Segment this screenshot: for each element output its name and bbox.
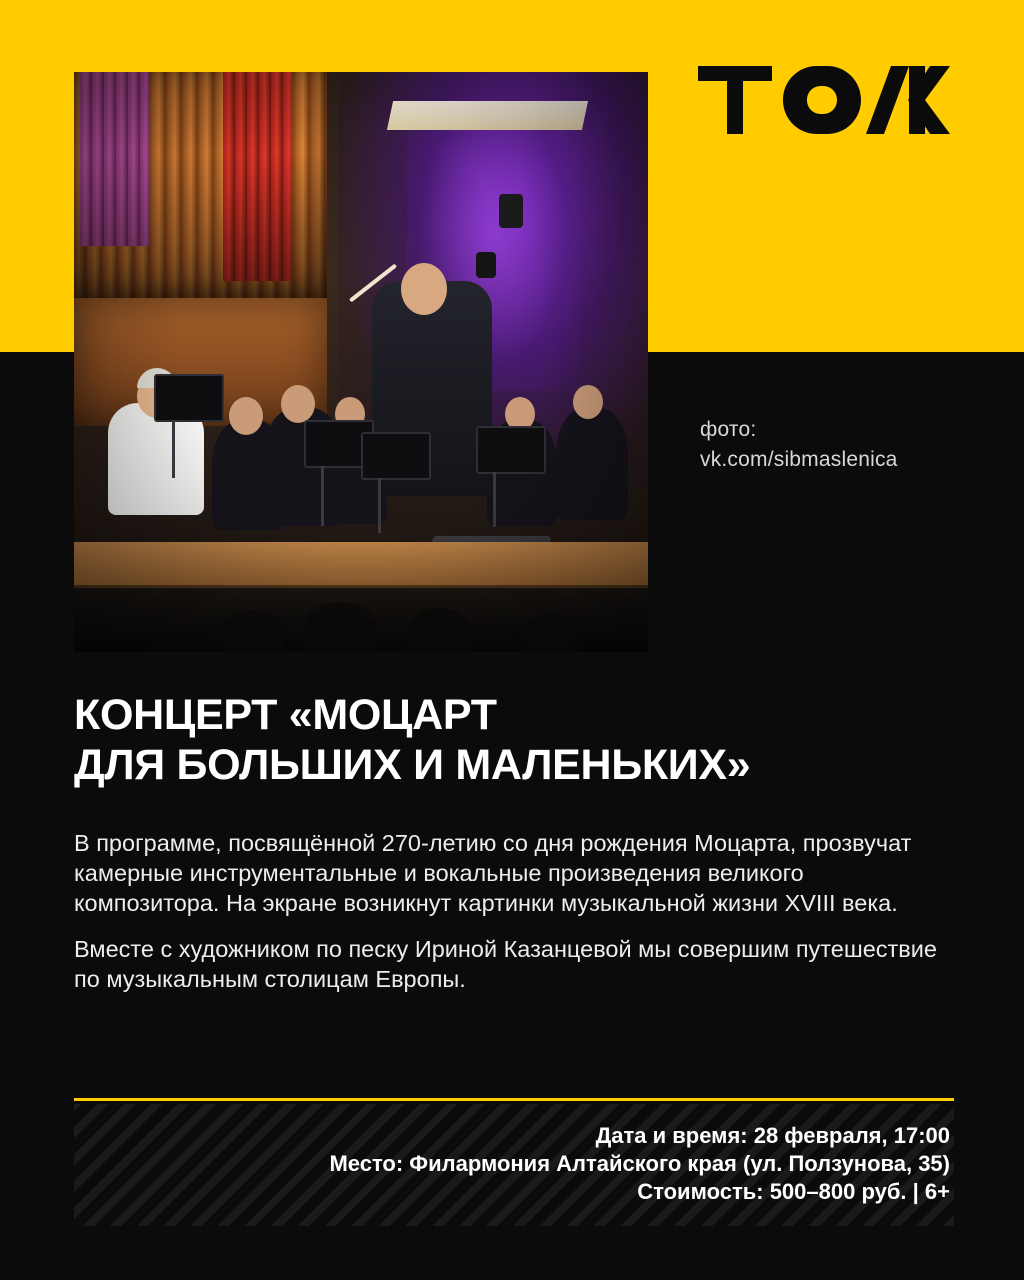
photo-credit-source: vk.com/sibmaslenica xyxy=(700,448,898,471)
tolk-logo xyxy=(698,62,958,138)
headline-line-1: КОНЦЕРТ «МОЦАРТ xyxy=(74,691,497,739)
event-details xyxy=(170,1122,950,1206)
photo-credit-label: фото: xyxy=(700,418,757,441)
event-price: Стоимость: 500–800 руб. | 6+ xyxy=(637,1179,950,1204)
photo-credit xyxy=(700,415,898,475)
headline-line-2: ДЛЯ БОЛЬШИХ И МАЛЕНЬКИХ» xyxy=(74,741,751,789)
description-paragraph-2: Вместе с художником по песку Ириной Казанцевой мы совершим путешествие по музыкальным столицам Европы. xyxy=(74,936,937,992)
description-paragraph-1: В программе, посвящённой 270-летию со дня рождения Моцарта, прозвучат камерные инструментальные и вокальные произведения великого композитора. На экране возникнут картинки музыкальной жизни XVIII века. xyxy=(74,830,912,916)
footer-divider xyxy=(74,1098,954,1101)
concert-photo xyxy=(74,72,648,652)
page-title xyxy=(74,690,954,790)
description xyxy=(74,828,942,994)
event-datetime: Дата и время: 28 февраля, 17:00 xyxy=(595,1123,950,1148)
event-place: Место: Филармония Алтайского края (ул. Ползунова, 35) xyxy=(329,1151,950,1176)
